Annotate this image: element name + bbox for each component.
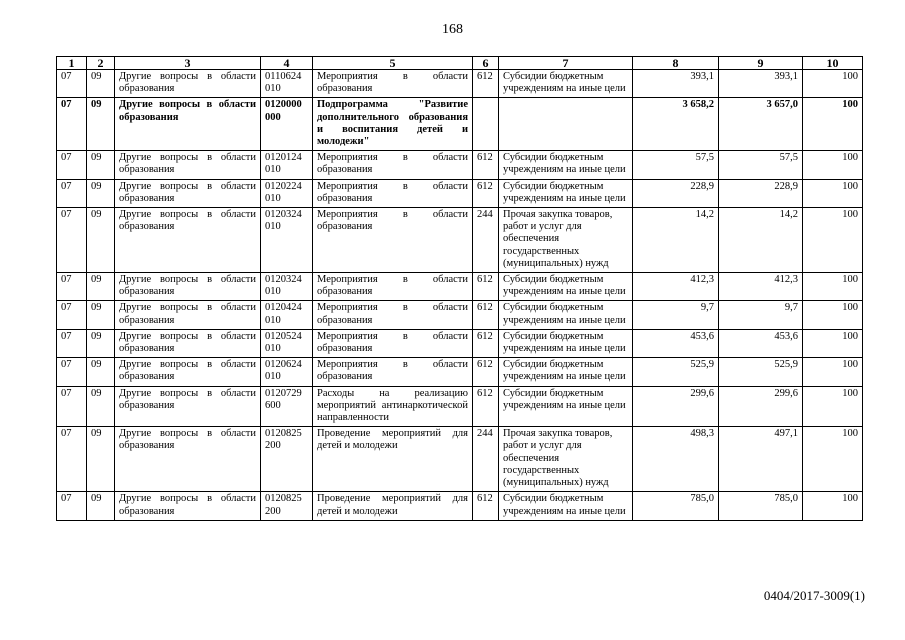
section-name-cell: Другие вопросы в области образования [115,301,261,329]
section-code-cell: 07 [57,386,87,427]
article-name-cell: Мероприятия в области образования [313,273,473,301]
target-article-cell: 0120424 010 [261,301,313,329]
section-code-cell: 07 [57,179,87,207]
planned-amount-cell: 453,6 [633,329,719,357]
table-row [57,358,863,386]
table-header-row [57,57,863,70]
column-header: 5 [313,57,473,70]
table-row [57,70,863,98]
table-row [57,98,863,151]
section-code-cell: 07 [57,98,87,151]
section-code-cell: 07 [57,301,87,329]
budget-table [56,56,863,521]
expense-type-name-cell [499,98,633,151]
column-header: 1 [57,57,87,70]
table-row [57,179,863,207]
expense-type-code-cell [473,98,499,151]
subsection-code-cell: 09 [87,358,115,386]
expense-type-code-cell: 244 [473,208,499,273]
column-header: 10 [803,57,863,70]
target-article-cell: 0120825 200 [261,492,313,520]
table-row [57,301,863,329]
section-code-cell: 07 [57,273,87,301]
section-code-cell: 07 [57,329,87,357]
section-name-cell: Другие вопросы в области образования [115,329,261,357]
execution-percent-cell: 100 [803,179,863,207]
section-code-cell: 07 [57,427,87,492]
execution-percent-cell: 100 [803,208,863,273]
article-name-cell: Мероприятия в области образования [313,70,473,98]
executed-amount-cell: 14,2 [719,208,803,273]
subsection-code-cell: 09 [87,386,115,427]
expense-type-name-cell: Субсидии бюджетным учреждениям на иные цели [499,358,633,386]
executed-amount-cell: 785,0 [719,492,803,520]
executed-amount-cell: 412,3 [719,273,803,301]
column-header: 6 [473,57,499,70]
execution-percent-cell: 100 [803,329,863,357]
section-name-cell: Другие вопросы в области образования [115,358,261,386]
column-header: 9 [719,57,803,70]
column-header: 8 [633,57,719,70]
subsection-code-cell: 09 [87,151,115,179]
executed-amount-cell: 453,6 [719,329,803,357]
expense-type-name-cell: Прочая закупка товаров, работ и услуг для обеспечения государственных (муниципальных) нужд [499,208,633,273]
section-name-cell: Другие вопросы в области образования [115,98,261,151]
planned-amount-cell: 228,9 [633,179,719,207]
executed-amount-cell: 228,9 [719,179,803,207]
target-article-cell: 0120825 200 [261,427,313,492]
section-name-cell: Другие вопросы в области образования [115,179,261,207]
table-row [57,273,863,301]
expense-type-code-cell: 612 [473,151,499,179]
section-code-cell: 07 [57,492,87,520]
article-name-cell: Подпрограмма "Развитие дополнительного образования и воспитания детей и молодежи" [313,98,473,151]
expense-type-code-cell: 612 [473,386,499,427]
article-name-cell: Проведение мероприятий для детей и молодежи [313,427,473,492]
section-code-cell: 07 [57,358,87,386]
expense-type-name-cell: Субсидии бюджетным учреждениям на иные цели [499,179,633,207]
table-row [57,386,863,427]
expense-type-code-cell: 612 [473,329,499,357]
article-name-cell: Мероприятия в области образования [313,329,473,357]
execution-percent-cell: 100 [803,301,863,329]
article-name-cell: Мероприятия в области образования [313,208,473,273]
target-article-cell: 0120324 010 [261,208,313,273]
planned-amount-cell: 498,3 [633,427,719,492]
article-name-cell: Мероприятия в области образования [313,179,473,207]
planned-amount-cell: 9,7 [633,301,719,329]
page-number: 168 [442,22,463,37]
expense-type-name-cell: Субсидии бюджетным учреждениям на иные цели [499,273,633,301]
article-name-cell: Расходы на реализацию мероприятий антинаркотической направленности [313,386,473,427]
expense-type-code-cell: 612 [473,301,499,329]
expense-type-name-cell: Субсидии бюджетным учреждениям на иные цели [499,301,633,329]
section-name-cell: Другие вопросы в области образования [115,273,261,301]
column-header: 4 [261,57,313,70]
section-name-cell: Другие вопросы в области образования [115,151,261,179]
expense-type-name-cell: Субсидии бюджетным учреждениям на иные цели [499,151,633,179]
execution-percent-cell: 100 [803,273,863,301]
table-row [57,329,863,357]
column-header: 2 [87,57,115,70]
article-name-cell: Мероприятия в области образования [313,358,473,386]
subsection-code-cell: 09 [87,273,115,301]
planned-amount-cell: 785,0 [633,492,719,520]
planned-amount-cell: 57,5 [633,151,719,179]
section-code-cell: 07 [57,151,87,179]
target-article-cell: 0120324 010 [261,273,313,301]
section-name-cell: Другие вопросы в области образования [115,386,261,427]
planned-amount-cell: 299,6 [633,386,719,427]
expense-type-name-cell: Субсидии бюджетным учреждениям на иные цели [499,492,633,520]
planned-amount-cell: 525,9 [633,358,719,386]
column-header: 3 [115,57,261,70]
subsection-code-cell: 09 [87,70,115,98]
executed-amount-cell: 57,5 [719,151,803,179]
execution-percent-cell: 100 [803,386,863,427]
target-article-cell: 0110624 010 [261,70,313,98]
table-body [57,70,863,521]
execution-percent-cell: 100 [803,358,863,386]
expense-type-name-cell: Субсидии бюджетным учреждениям на иные цели [499,329,633,357]
subsection-code-cell: 09 [87,208,115,273]
expense-type-name-cell: Субсидии бюджетным учреждениям на иные цели [499,386,633,427]
subsection-code-cell: 09 [87,329,115,357]
executed-amount-cell: 497,1 [719,427,803,492]
section-name-cell: Другие вопросы в области образования [115,492,261,520]
table-row [57,208,863,273]
subsection-code-cell: 09 [87,301,115,329]
planned-amount-cell: 393,1 [633,70,719,98]
article-name-cell: Проведение мероприятий для детей и молодежи [313,492,473,520]
execution-percent-cell: 100 [803,151,863,179]
column-header: 7 [499,57,633,70]
section-name-cell: Другие вопросы в области образования [115,427,261,492]
executed-amount-cell: 393,1 [719,70,803,98]
execution-percent-cell: 100 [803,427,863,492]
article-name-cell: Мероприятия в области образования [313,151,473,179]
target-article-cell: 0120124 010 [261,151,313,179]
section-name-cell: Другие вопросы в области образования [115,208,261,273]
target-article-cell: 0120524 010 [261,329,313,357]
executed-amount-cell: 3 657,0 [719,98,803,151]
table-row [57,427,863,492]
section-code-cell: 07 [57,208,87,273]
execution-percent-cell: 100 [803,492,863,520]
expense-type-code-cell: 612 [473,273,499,301]
expense-type-code-cell: 612 [473,492,499,520]
target-article-cell: 0120224 010 [261,179,313,207]
expense-type-code-cell: 244 [473,427,499,492]
section-name-cell: Другие вопросы в области образования [115,70,261,98]
planned-amount-cell: 3 658,2 [633,98,719,151]
expense-type-code-cell: 612 [473,179,499,207]
expense-type-code-cell: 612 [473,70,499,98]
subsection-code-cell: 09 [87,98,115,151]
planned-amount-cell: 412,3 [633,273,719,301]
subsection-code-cell: 09 [87,492,115,520]
article-name-cell: Мероприятия в области образования [313,301,473,329]
execution-percent-cell: 100 [803,98,863,151]
expense-type-name-cell: Прочая закупка товаров, работ и услуг для обеспечения государственных (муниципальных) нужд [499,427,633,492]
subsection-code-cell: 09 [87,179,115,207]
target-article-cell: 0120624 010 [261,358,313,386]
table-row [57,492,863,520]
planned-amount-cell: 14,2 [633,208,719,273]
target-article-cell: 0120000 000 [261,98,313,151]
executed-amount-cell: 299,6 [719,386,803,427]
table-row [57,151,863,179]
document-code: 0404/2017-3009(1) [763,588,865,603]
subsection-code-cell: 09 [87,427,115,492]
executed-amount-cell: 525,9 [719,358,803,386]
executed-amount-cell: 9,7 [719,301,803,329]
expense-type-name-cell: Субсидии бюджетным учреждениям на иные цели [499,70,633,98]
execution-percent-cell: 100 [803,70,863,98]
section-code-cell: 07 [57,70,87,98]
expense-type-code-cell: 612 [473,358,499,386]
target-article-cell: 0120729 600 [261,386,313,427]
